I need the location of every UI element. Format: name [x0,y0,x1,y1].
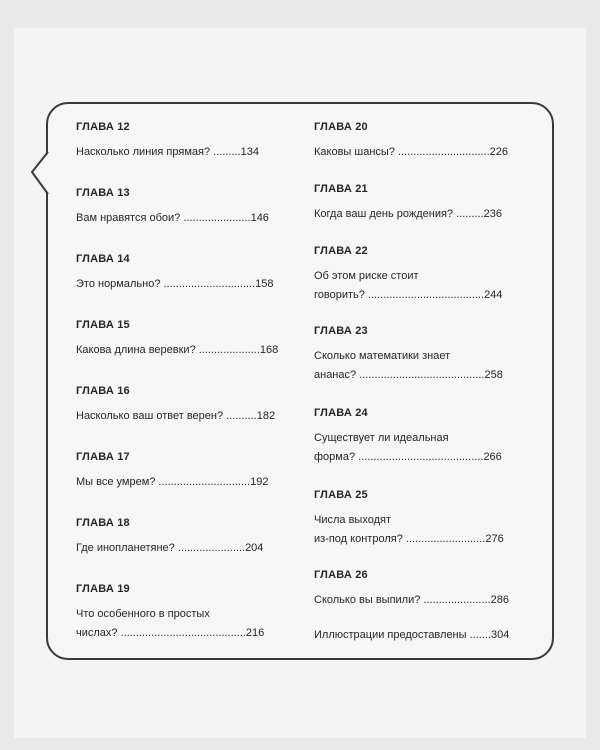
toc-entry [76,384,290,426]
chapter-heading: ГЛАВА 13 [76,187,130,199]
toc-entry [314,120,528,162]
chapter-title-line: числах? .........................................216 [76,627,265,639]
chapter-heading: ГЛАВА 12 [76,121,130,133]
toc-entry [76,318,290,360]
toc-entry [76,186,290,228]
chapter-heading: ГЛАВА 15 [76,319,130,331]
chapter-title-line: Каковы шансы? ..............................226 [314,146,509,158]
chapter-title-line: говорить? ......................................244 [314,289,503,301]
chapter-heading: ГЛАВА 22 [314,245,368,257]
chapter-title-line: Сколько вы выпили? ......................286 [314,594,509,606]
toc-entry-illustrations [314,626,528,645]
toc-entry [314,488,528,549]
chapter-title-line: Насколько линия прямая? .........134 [76,146,260,158]
chapter-heading: ГЛАВА 25 [314,489,368,501]
chapter-title-line: форма? .........................................266 [314,451,502,463]
toc-entry [314,406,528,467]
chapter-title-line: Существует ли идеальная [314,432,449,444]
toc-entry [76,252,290,294]
chapter-title-line: Об этом риске стоит [314,270,419,282]
chapter-title-line: Это нормально? ..............................158 [76,278,274,290]
toc-entry [314,244,528,305]
chapter-heading: ГЛАВА 23 [314,325,368,337]
chapter-heading: ГЛАВА 17 [76,451,130,463]
chapter-heading: ГЛАВА 26 [314,569,368,581]
chapter-title-line: из-под контроля? ..........................276 [314,533,504,545]
toc-entry [314,182,528,224]
chapter-heading: ГЛАВА 19 [76,583,130,595]
chapter-heading: ГЛАВА 24 [314,407,368,419]
toc-entry [76,120,290,162]
chapter-heading: ГЛАВА 21 [314,183,368,195]
chapter-title-line: ананас? .........................................258 [314,369,503,381]
toc-entry [76,582,290,643]
chapter-heading: ГЛАВА 18 [76,517,130,529]
chapter-title-line: Сколько математики знает [314,350,451,362]
chapter-title-line: Что особенного в простых [76,608,210,620]
chapter-heading: ГЛАВА 14 [76,253,130,265]
chapter-heading: ГЛАВА 16 [76,385,130,397]
chapter-title-line: Когда ваш день рождения? .........236 [314,208,502,220]
toc-entry [76,450,290,492]
chapter-title-line: Насколько ваш ответ верен? ..........182 [76,410,276,422]
toc-entry [76,516,290,558]
chapter-title-line: Вам нравятся обои? ......................146 [76,212,269,224]
chapter-title-line: Числа выходят [314,514,391,526]
chapter-title-line: Где инопланетяне? ......................204 [76,542,264,554]
chapter-title-line: Какова длина веревки? ....................168 [76,344,279,356]
illustrations-credit-line: Иллюстрации предоставлены .......304 [314,629,510,641]
toc-entry [314,568,528,610]
toc-entry [314,324,528,385]
speech-bubble-tail-icon [30,150,50,196]
chapter-heading: ГЛАВА 20 [314,121,368,133]
chapter-title-line: Мы все умрем? ..............................192 [76,476,269,488]
